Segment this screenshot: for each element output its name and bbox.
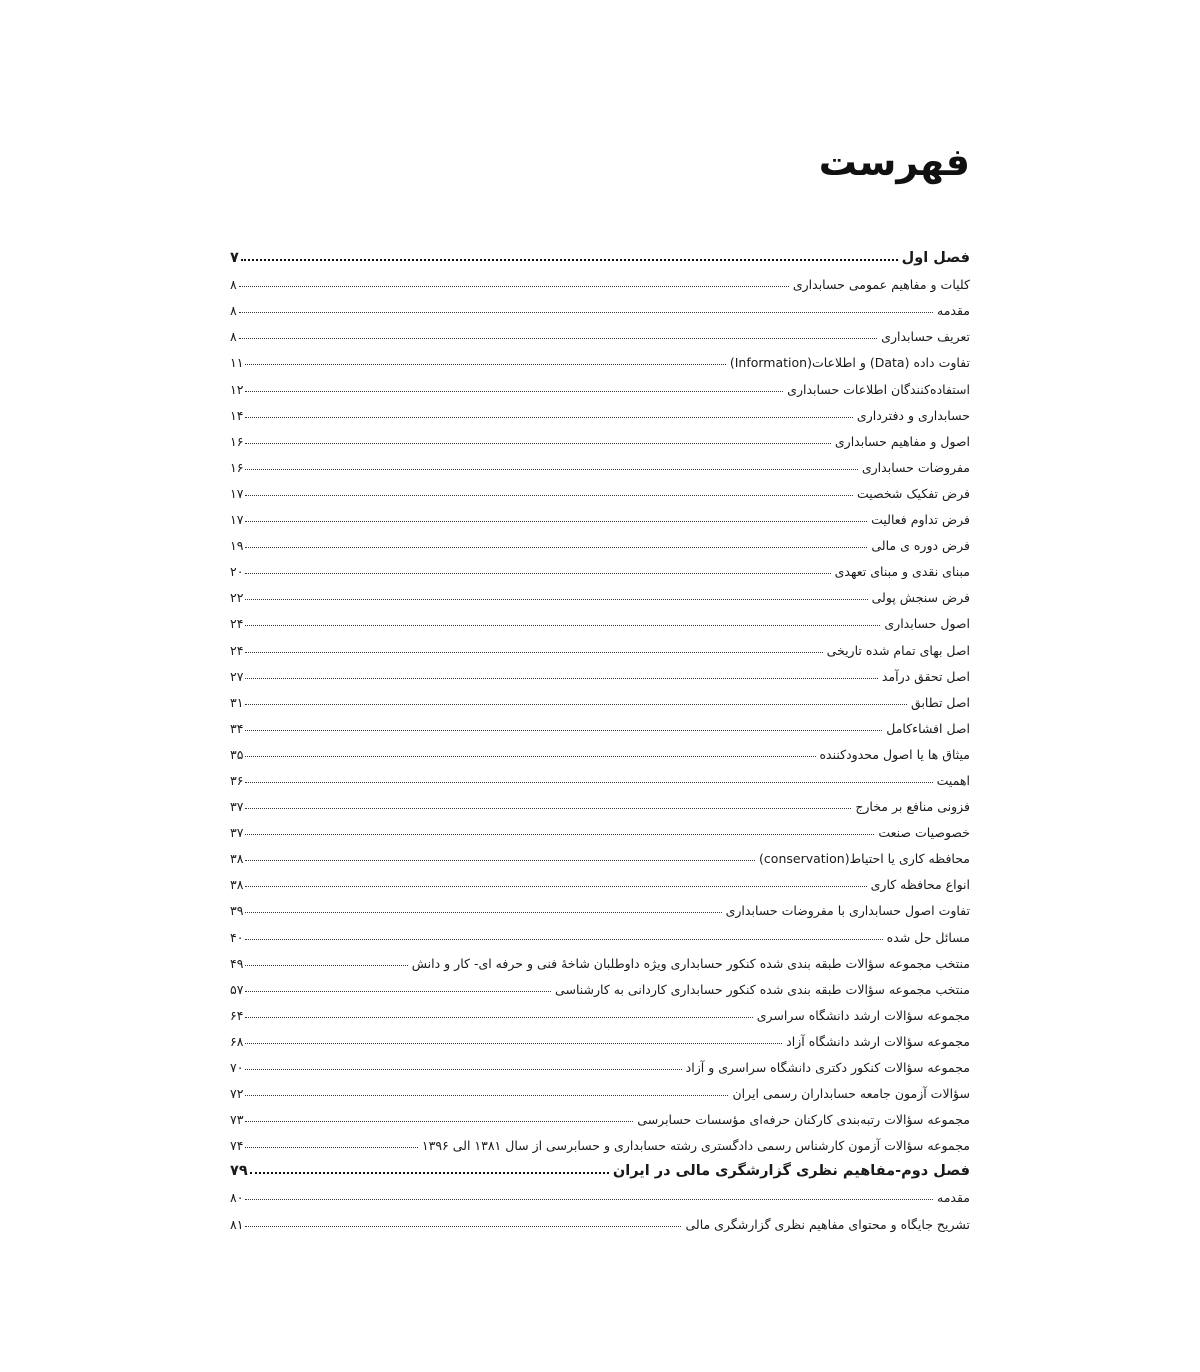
toc-page-number: ۷۴ — [230, 1138, 244, 1154]
toc-page-number: ۱۷ — [230, 512, 244, 528]
toc-page-number: ۸۱ — [230, 1216, 244, 1232]
toc-entry-title: فرض سنجش پولی — [871, 590, 970, 606]
toc-row — [230, 579, 970, 605]
toc-page-number: ۷۹ — [230, 1163, 248, 1180]
toc-page-number: ۱۲ — [230, 381, 244, 397]
dot-leader — [245, 965, 407, 966]
toc-entry-title: اصول حسابداری — [884, 616, 970, 632]
dot-leader — [245, 391, 783, 392]
toc-row — [230, 788, 970, 814]
toc-page-number: ۷۳ — [230, 1112, 244, 1128]
dot-leader — [245, 939, 882, 940]
toc-page-number: ۳۹ — [230, 903, 244, 919]
toc-page-number: ۲۷ — [230, 668, 244, 684]
dot-leader — [245, 625, 880, 626]
toc-entry-title: مسائل حل شده — [886, 929, 970, 945]
toc-entry-title: فرض تفکیک شخصیت — [856, 485, 970, 501]
dot-leader — [245, 730, 882, 731]
toc-entry-title: خصوصیات صنعت — [878, 825, 970, 841]
toc-entry-title: مفروضات حسابداری — [861, 459, 970, 475]
toc-entry-title: تفاوت داده (Data) و اطلاعات(Information) — [729, 355, 970, 371]
dot-leader — [245, 1121, 633, 1122]
toc-page-number: ۳۵ — [230, 746, 244, 762]
dot-leader — [245, 704, 907, 705]
toc-page-number: ۸ — [230, 303, 237, 319]
toc-entry-title: اصل افشاء‌کامل — [886, 720, 970, 736]
toc-entry-title: مجموعه سؤالات کنکور دکتری دانشگاه سراسری و آزاد — [685, 1060, 970, 1075]
toc-row — [230, 605, 970, 631]
toc-row — [230, 762, 970, 788]
toc-page-number: ۳۶ — [230, 772, 244, 788]
toc-page-number: ۲۴ — [230, 642, 244, 658]
toc-page-number: ۴۰ — [230, 929, 244, 945]
toc-entry-title: تشریح جایگاه و محتوای مفاهیم نظری گزارشگری مالی — [685, 1216, 970, 1232]
toc-row — [230, 631, 970, 657]
toc-entry-title: حسابداری و دفترداری — [856, 407, 970, 423]
toc-page-number: ۳۸ — [230, 851, 244, 867]
toc-entry-title: فصل دوم-مفاهیم نظری گزارشگری مالی در ایران — [612, 1163, 970, 1180]
dot-leader — [245, 652, 822, 653]
toc-row — [230, 527, 970, 553]
toc-entry-title: فزونی منافع بر مخارج — [855, 799, 970, 815]
page-title: فهرست — [818, 140, 970, 184]
toc-entry-title: فرض دوره ی مالی — [871, 538, 970, 554]
toc-entry-title: محافظه کاری یا احتیاط(conservation) — [759, 851, 970, 867]
dot-leader — [245, 678, 877, 679]
toc-row — [230, 344, 970, 370]
toc-row — [230, 1179, 970, 1205]
toc-page-number: ۱۶ — [230, 459, 244, 475]
toc-row — [230, 423, 970, 449]
toc-page-number: ۶۸ — [230, 1033, 244, 1049]
toc-row — [230, 684, 970, 710]
toc-row — [230, 866, 970, 892]
toc-entry-title: تعریف حسابداری — [881, 329, 970, 345]
toc-row — [230, 840, 970, 866]
toc-row — [230, 1023, 970, 1049]
toc-page-number: ۱۹ — [230, 538, 244, 554]
dot-leader — [245, 495, 853, 496]
toc-entry-title: منتخب مجموعه سؤالات طبقه بندی شده کنکور حسابداری کاردانی به کارشناسی — [555, 981, 970, 997]
toc-entry-title: استفاده‌کنندگان اطلاعات حسابداری — [787, 381, 970, 397]
toc-page-number: ۷۰ — [230, 1060, 244, 1075]
toc-row — [230, 736, 970, 762]
dot-leader — [245, 599, 867, 600]
toc-row — [230, 449, 970, 475]
toc-page-number: ۱۷ — [230, 485, 244, 501]
toc-page-number: ۵۷ — [230, 981, 244, 997]
toc-row — [230, 1101, 970, 1127]
table-of-contents — [230, 240, 970, 1232]
dot-leader — [245, 1017, 752, 1018]
toc-entry-title: اصل بهای تمام شده تاریخی — [826, 642, 970, 658]
toc-entry-title: اصل تحقق درآمد — [881, 668, 970, 684]
toc-entry-title: مجموعه سؤالات ارشد دانشگاه سراسری — [756, 1007, 970, 1023]
dot-leader — [245, 417, 852, 418]
toc-entry-title: مجموعه سؤالات آزمون کارشناس رسمی دادگستری رشته حسابداری و حسابرسی از سال ۱۳۸۱ الی ۱۳۹۶ — [421, 1138, 970, 1154]
toc-entry-title: مجموعه سؤالات ارشد دانشگاه آزاد — [786, 1033, 970, 1049]
dot-leader — [245, 364, 725, 365]
toc-entry-title: تفاوت اصول حسابداری با مفروضات حسابداری — [725, 903, 970, 919]
toc-row — [230, 553, 970, 579]
dot-leader — [245, 782, 932, 783]
toc-row — [230, 997, 970, 1023]
dot-leader — [250, 1172, 609, 1174]
dot-leader — [245, 860, 755, 861]
toc-row — [230, 475, 970, 501]
toc-row — [230, 501, 970, 527]
toc-entry-title: اهمیت — [936, 772, 970, 788]
toc-page-number: ۶۴ — [230, 1007, 244, 1023]
toc-page-number: ۲۲ — [230, 590, 244, 606]
toc-entry-title: سؤالات آزمون جامعه حسابداران رسمی ایران — [732, 1086, 970, 1102]
dot-leader — [245, 756, 815, 757]
toc-row — [230, 318, 970, 344]
toc-row — [230, 945, 970, 971]
toc-chapter-row — [230, 1153, 970, 1179]
toc-row — [230, 892, 970, 918]
toc-entry-title: مجموعه سؤالات رتبه‌بندی کارکنان حرفه‌ای مؤسسات حسابرسی — [637, 1112, 970, 1128]
toc-entry-title: فصل اول — [901, 250, 970, 267]
dot-leader — [245, 912, 721, 913]
toc-entry-title: مقدمه — [937, 303, 970, 319]
toc-entry-title: فرض تداوم فعالیت — [871, 512, 970, 528]
dot-leader — [245, 547, 867, 548]
toc-entry-title: اصل تطابق — [911, 694, 970, 710]
toc-page-number: ۱۴ — [230, 407, 244, 423]
toc-page-number: ۲۴ — [230, 616, 244, 632]
toc-row — [230, 971, 970, 997]
dot-leader — [245, 1043, 782, 1044]
toc-page-number: ۳۷ — [230, 825, 244, 841]
toc-entry-title: اصول و مفاهیم حسابداری — [834, 433, 970, 449]
toc-row — [230, 397, 970, 423]
toc-row — [230, 266, 970, 292]
toc-page-number: ۱۱ — [230, 355, 244, 371]
dot-leader — [245, 1226, 681, 1227]
toc-row — [230, 292, 970, 318]
dot-leader — [245, 834, 874, 835]
toc-page-number: ۲۰ — [230, 564, 244, 580]
toc-page-number: ۷ — [230, 250, 239, 267]
toc-page-number: ۳۸ — [230, 877, 244, 893]
toc-row — [230, 658, 970, 684]
toc-entry-title: مبنای نقدی و مبنای تعهدی — [834, 564, 970, 580]
dot-leader — [245, 991, 551, 992]
dot-leader — [245, 1199, 933, 1200]
toc-page-number: ۳۱ — [230, 694, 244, 710]
toc-page-number: ۱۶ — [230, 433, 244, 449]
toc-row — [230, 918, 970, 944]
dot-leader — [245, 469, 857, 470]
toc-row — [230, 1205, 970, 1231]
dot-leader — [245, 1095, 728, 1096]
toc-row — [230, 1049, 970, 1075]
toc-entry-title: مقدمه — [937, 1190, 970, 1206]
toc-entry-title: انواع محافظه کاری — [870, 877, 970, 893]
toc-page-number: ۸ — [230, 277, 237, 293]
toc-entry-title: کلیات و مفاهیم عمومی حسابداری — [792, 277, 970, 293]
toc-page-number: ۴۹ — [230, 955, 244, 971]
dot-leader — [245, 808, 851, 809]
toc-page-number: ۳۷ — [230, 799, 244, 815]
toc-row — [230, 710, 970, 736]
dot-leader — [241, 259, 898, 261]
dot-leader — [245, 521, 867, 522]
toc-row — [230, 1075, 970, 1101]
toc-chapter-row — [230, 240, 970, 266]
dot-leader — [239, 312, 933, 313]
toc-entry-title: میثاق ها یا اصول محدودکننده — [819, 746, 970, 762]
toc-row — [230, 370, 970, 396]
dot-leader — [239, 338, 877, 339]
dot-leader — [239, 286, 789, 287]
toc-row — [230, 814, 970, 840]
toc-row — [230, 1127, 970, 1153]
toc-page-number: ۸۰ — [230, 1190, 244, 1206]
dot-leader — [245, 1069, 681, 1070]
dot-leader — [245, 1147, 417, 1148]
dot-leader — [245, 443, 830, 444]
toc-page-number: ۳۴ — [230, 720, 244, 736]
dot-leader — [245, 886, 866, 887]
toc-page-number: ۷۲ — [230, 1086, 244, 1102]
toc-entry-title: منتخب مجموعه سؤالات طبقه بندی شده کنکور حسابداری ویژه داوطلبان شاخهٔ فنی و حرفه ای- کار و دانش — [411, 955, 970, 971]
dot-leader — [245, 573, 830, 574]
toc-page-number: ۸ — [230, 329, 237, 345]
